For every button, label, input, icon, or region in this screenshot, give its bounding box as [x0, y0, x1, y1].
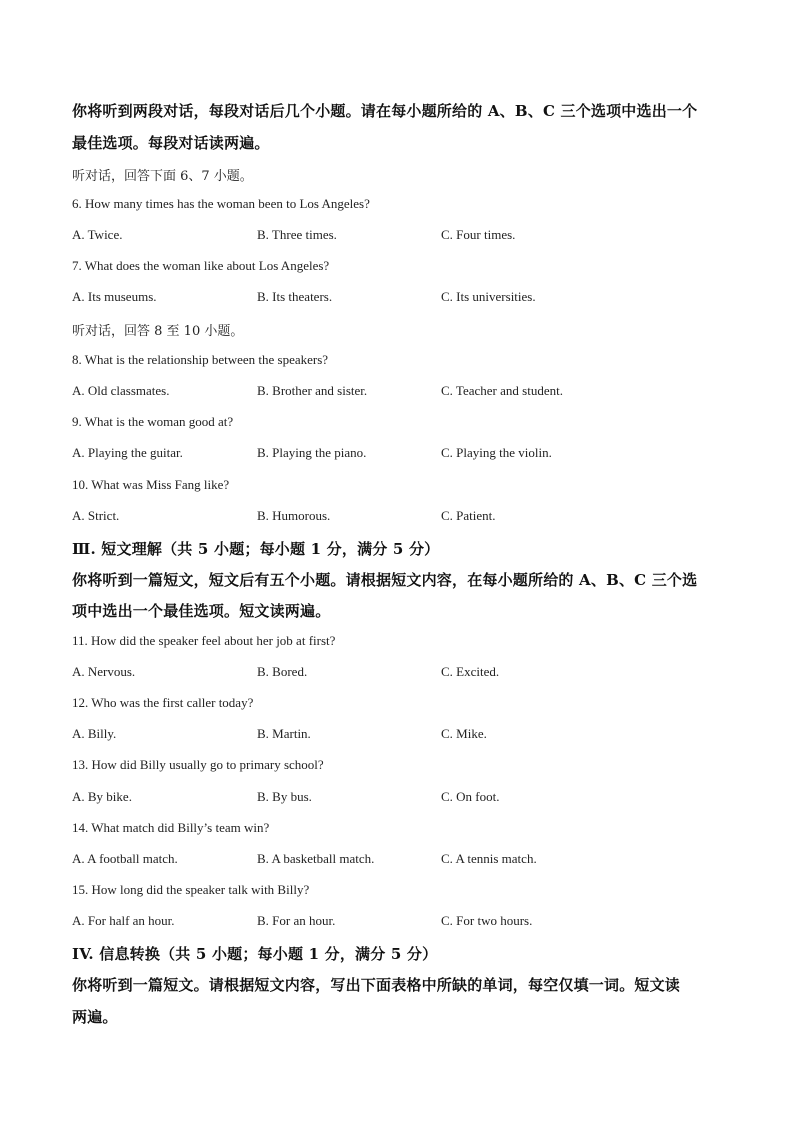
q13-option-b: B. By bus.: [257, 789, 312, 804]
q7-option-c: C. Its universities.: [441, 289, 536, 304]
q9-option-c: C. Playing the violin.: [441, 445, 552, 460]
q10-option-c: C. Patient.: [441, 508, 496, 523]
q6-option-b: B. Three times.: [257, 227, 337, 242]
q13-option-c: C. On foot.: [441, 789, 500, 804]
question-6: 6. How many times has the woman been to Los Angeles?: [72, 196, 370, 211]
q11-option-b: B. Bored.: [257, 664, 308, 679]
q12-option-c: C. Mike.: [441, 726, 487, 741]
q8-option-c: C. Teacher and student.: [441, 383, 563, 398]
q8-option-b: B. Brother and sister.: [257, 383, 368, 398]
question-10: 10. What was Miss Fang like?: [72, 477, 230, 492]
q7-option-b: B. Its theaters.: [257, 289, 333, 304]
q15-option-a: A. For half an hour.: [72, 913, 175, 928]
q12-option-b: B. Martin.: [257, 726, 311, 741]
q9-option-b: B. Playing the piano.: [257, 445, 367, 460]
q11-option-c: C. Excited.: [441, 664, 500, 679]
q10-option-b: B. Humorous.: [257, 508, 331, 523]
section-4-instructions-line-1: 你将听到一篇短文。请根据短文内容，写出下面表格中所缺的单词，每空仅填一词。短文读: [72, 976, 681, 994]
q15-option-b: B. For an hour.: [257, 913, 336, 928]
question-9: 9. What is the woman good at?: [72, 414, 234, 429]
question-13: 13. How did Billy usually go to primary school?: [72, 757, 324, 772]
section-4-heading: IV. 信息转换（共 5 小题；每小题 1 分，满分 5 分）: [72, 945, 438, 963]
q9-option-a: A. Playing the guitar.: [72, 445, 183, 460]
q11-option-a: A. Nervous.: [72, 664, 136, 679]
q12-option-a: A. Billy.: [72, 726, 117, 741]
section-4-instructions-line-2: 两遍。: [72, 1008, 118, 1026]
question-7: 7. What does the woman like about Los Angeles?: [72, 258, 330, 273]
section-3-instructions-line-2: 项中选出一个最佳选项。短文读两遍。: [72, 602, 331, 620]
q14-option-b: B. A basketball match.: [257, 851, 375, 866]
q7-option-a: A. Its museums.: [72, 289, 157, 304]
q14-option-c: C. A tennis match.: [441, 851, 537, 866]
q15-option-c: C. For two hours.: [441, 913, 533, 928]
q14-option-a: A. A football match.: [72, 851, 178, 866]
question-12: 12. Who was the first caller today?: [72, 695, 254, 710]
section-3-instructions-line-1: 你将听到一篇短文，短文后有五个小题。请根据短文内容，在每小题所给的 A、B、C 三个选: [72, 571, 698, 589]
question-8: 8. What is the relationship between the speakers?: [72, 352, 329, 367]
question-11: 11. How did the speaker feel about her job at first?: [72, 633, 336, 648]
q13-option-a: A. By bike.: [72, 789, 132, 804]
instructions-line-2: 最佳选项。每段对话读两遍。: [72, 134, 270, 152]
question-15: 15. How long did the speaker talk with Billy?: [72, 882, 310, 897]
q8-option-a: A. Old classmates.: [72, 383, 170, 398]
q10-option-a: A. Strict.: [72, 508, 120, 523]
q6-option-c: C. Four times.: [441, 227, 516, 242]
dialogue-b-intro: 听对话，回答 8 至 10 小题。: [72, 324, 244, 339]
section-3-heading: Ⅲ. 短文理解（共 5 小题；每小题 1 分，满分 5 分）: [72, 540, 440, 558]
instructions-line-1: 你将听到两段对话，每段对话后几个小题。请在每小题所给的 A、B、C 三个选项中选出一个: [72, 102, 698, 120]
dialogue-a-intro: 听对话，回答下面 6、7 小题。: [72, 169, 253, 184]
question-14: 14. What match did Billy’s team win?: [72, 820, 270, 835]
q6-option-a: A. Twice.: [72, 227, 123, 242]
